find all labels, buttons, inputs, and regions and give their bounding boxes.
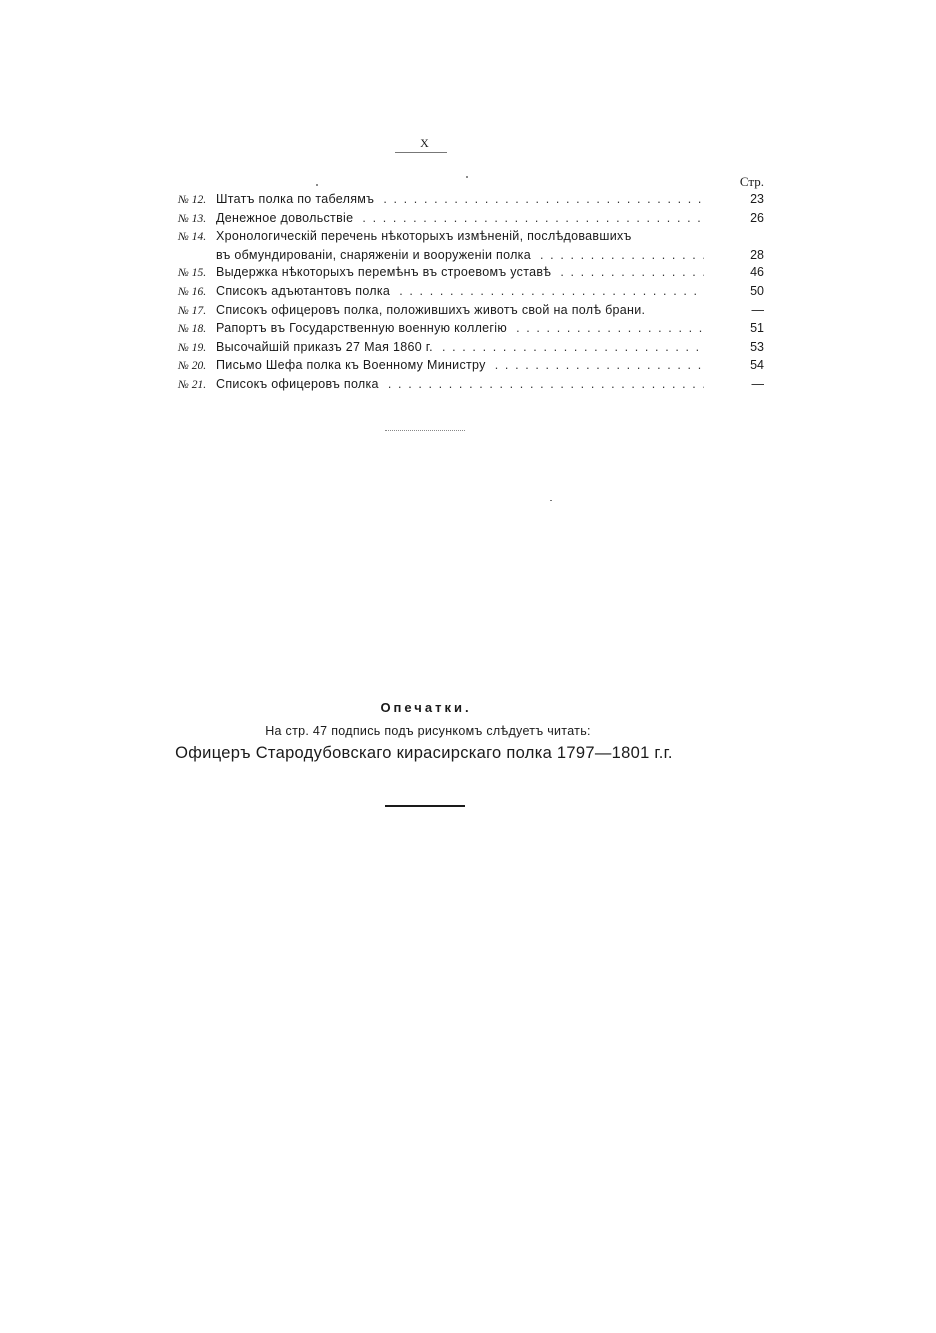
toc-entry-page: 28 (750, 247, 764, 262)
toc-entry-number: № 12. (178, 194, 207, 206)
toc-header (178, 174, 768, 191)
toc-entry-title: Списокъ офицеровъ полка . . . (216, 376, 704, 394)
toc-entry (178, 210, 768, 229)
toc-entry-number: № 18. (178, 323, 207, 336)
toc-entry-title: Штатъ полка по табелямъ . . . (216, 191, 704, 209)
toc-entry-page: 50 (750, 283, 764, 298)
toc-entry-page: 23 (750, 192, 764, 206)
toc-entry-number: № 14. (178, 231, 207, 244)
toc-entry-page: 46 (750, 265, 764, 280)
toc-entry-number: № 13. (178, 212, 207, 225)
toc-entry (178, 339, 768, 358)
pages-column-label: Стр. (739, 174, 764, 189)
toc-entry (178, 376, 768, 395)
toc-entry-title: Списокъ офицеровъ полка, положившихъ животъ свой на полѣ брани. (216, 302, 704, 320)
toc-entry-title: Денежное довольствіе . . . (216, 210, 704, 228)
toc-entry (178, 228, 768, 247)
toc-entry-title-continuation: въ обмундированіи, снаряженіи и вооруженіи полка . . . (216, 247, 704, 265)
toc-entry (178, 283, 768, 302)
toc-entry-page: — (751, 302, 764, 317)
toc-entry-title: Выдержка нѣкоторыхъ перемѣнъ въ строевомъ уставѣ . . . (216, 264, 704, 282)
toc-entry-number: № 19. (178, 341, 207, 354)
toc-entry-number: № 21. (178, 378, 207, 391)
toc-entry (178, 357, 768, 376)
table-of-contents (178, 174, 768, 395)
toc-entry-page: 51 (750, 321, 764, 336)
toc-entry (178, 302, 768, 321)
toc-entry-page: 54 (750, 358, 764, 373)
toc-entry-number: № 20. (178, 360, 207, 373)
toc-entry-number: № 15. (178, 267, 207, 280)
toc-entry (178, 264, 768, 283)
toc-entry-title: Рапортъ въ Государственную военную коллегію . . . (216, 320, 704, 338)
toc-entry (178, 320, 768, 339)
page-number-rule (395, 152, 447, 153)
toc-entry-number: № 16. (178, 285, 207, 298)
end-rule (385, 805, 465, 807)
errata-title: Опечатки. (380, 700, 472, 715)
toc-entry-continuation (178, 247, 768, 265)
toc-entry-page: 26 (750, 210, 764, 225)
scan-speck (550, 500, 552, 501)
toc-entry-title: Хронологическій перечень нѣкоторыхъ измѣненій, послѣдовавшихъ (216, 228, 704, 246)
toc-entry (178, 191, 768, 210)
toc-entry-title: Высочайшій приказъ 27 Мая 1860 г. . . . (216, 339, 704, 357)
toc-entry-title: Списокъ адъютантовъ полка . . . (216, 283, 704, 301)
section-divider (385, 430, 465, 431)
errata-note: На стр. 47 подпись подъ рисункомъ слѣдуетъ читать: (265, 724, 591, 738)
toc-entry-title: Письмо Шефа полка къ Военному Министру . . . (216, 357, 704, 375)
toc-entry-page: — (751, 376, 764, 391)
errata-correction: Офицеръ Стародубовскаго кирасирскаго полка 1797—1801 г.г. (175, 744, 673, 762)
toc-entry-page: 53 (750, 339, 764, 354)
toc-entry-number: № 17. (178, 304, 207, 317)
page-number: X (420, 136, 430, 150)
